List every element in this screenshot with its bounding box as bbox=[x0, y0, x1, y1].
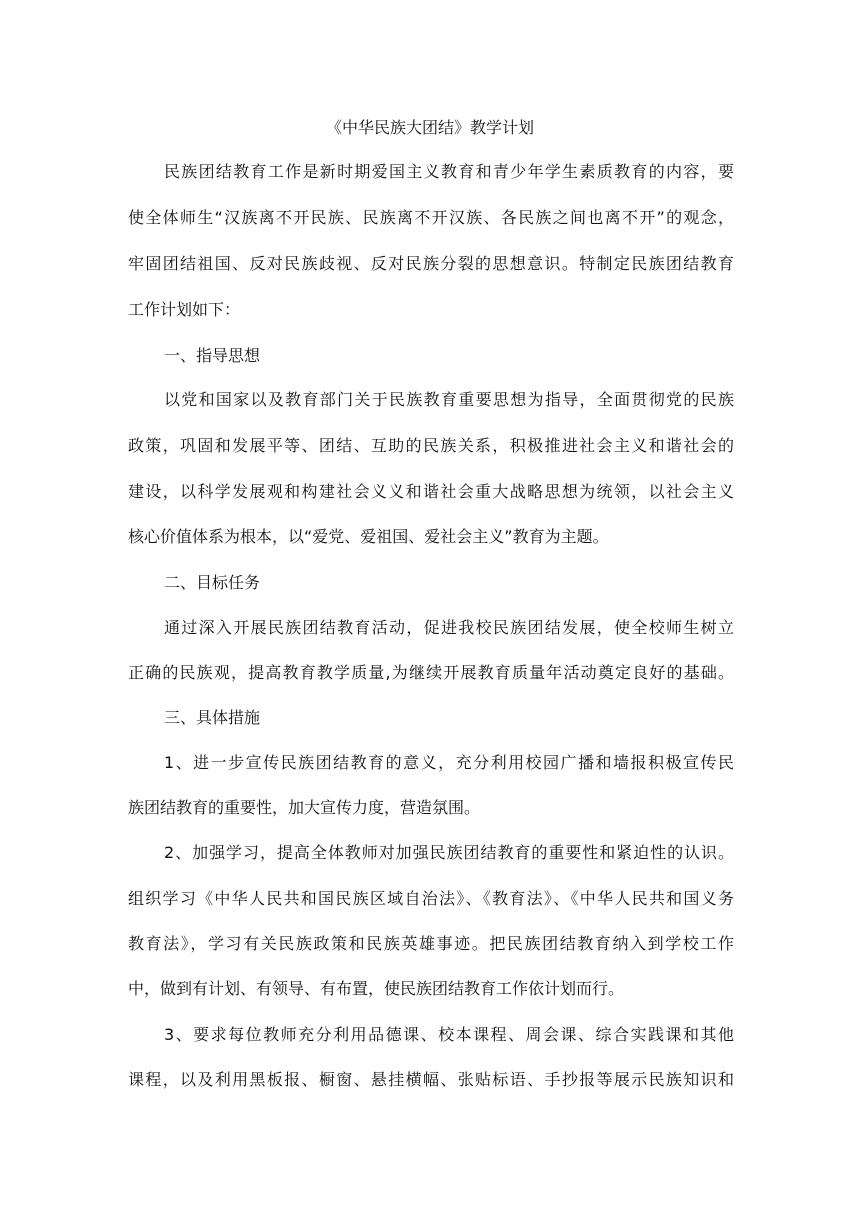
paragraph-line: 3、要求每位教师充分利用品德课、校本课程、周会课、综合实践课和其他 bbox=[164, 1025, 734, 1044]
paragraph-line: 民族团结教育工作是新时期爱国主义教育和青少年学生素质教育的内容，要 bbox=[164, 162, 734, 181]
paragraph-line: 族团结教育的重要性，加大宣传力度，营造氛围。 bbox=[128, 798, 481, 817]
paragraph-line: 正确的民族观，提高教育教学质量,为继续开展教育质量年活动奠定良好的基础。 bbox=[128, 663, 734, 682]
section-heading: 三、具体措施 bbox=[164, 708, 261, 727]
section-heading: 一、指导思想 bbox=[164, 346, 261, 365]
paragraph-line: 工作计划如下： bbox=[128, 300, 241, 319]
paragraph-line: 组织学习《中华人民共和国民族区域自治法》、《教育法》、《中华人民共和国义务 bbox=[128, 889, 734, 908]
section-heading: 二、目标任务 bbox=[164, 573, 261, 592]
paragraph-line: 通过深入开展民族团结教育活动，促进我校民族团结发展，使全校师生树立 bbox=[164, 618, 734, 637]
paragraph-line: 政策，巩固和发展平等、团结、互助的民族关系，积极推进社会主义和谐社会的 bbox=[128, 436, 734, 455]
document-title: 《中华民族大团结》教学计划 bbox=[325, 118, 534, 137]
paragraph-line: 2、加强学习，提高全体教师对加强民族团结教育的重要性和紧迫性的认识。 bbox=[164, 843, 734, 862]
paragraph-line: 牢固团结祖国、反对民族歧视、反对民族分裂的思想意识。特制定民族团结教育 bbox=[128, 254, 734, 273]
paragraph-line: 1、进一步宣传民族团结教育的意义，充分利用校园广播和墙报积极宣传民 bbox=[164, 753, 734, 772]
paragraph-line: 以党和国家以及教育部门关于民族教育重要思想为指导，全面贯彻党的民族 bbox=[164, 390, 734, 409]
paragraph-line: 课程，以及利用黑板报、橱窗、悬挂横幅、张贴标语、手抄报等展示民族知识和 bbox=[128, 1070, 734, 1089]
paragraph-line: 建设，以科学发展观和构建社会义义和谐社会重大战略思想为统领，以社会主义 bbox=[128, 482, 734, 501]
paragraph-line: 核心价值体系为根本，以“爱党、爱祖国、爱社会主义”教育为主题。 bbox=[128, 527, 609, 546]
paragraph-line: 教育法》，学习有关民族政策和民族英雄事迹。把民族团结教育纳入到学校工作 bbox=[128, 934, 734, 953]
paragraph-line: 中，做到有计划、有领导、有布置，使民族团结教育工作依计划而行。 bbox=[128, 979, 625, 998]
paragraph-line: 使全体师生“汉族离不开民族、民族离不开汉族、各民族之间也离不开”的观念， bbox=[128, 208, 734, 227]
